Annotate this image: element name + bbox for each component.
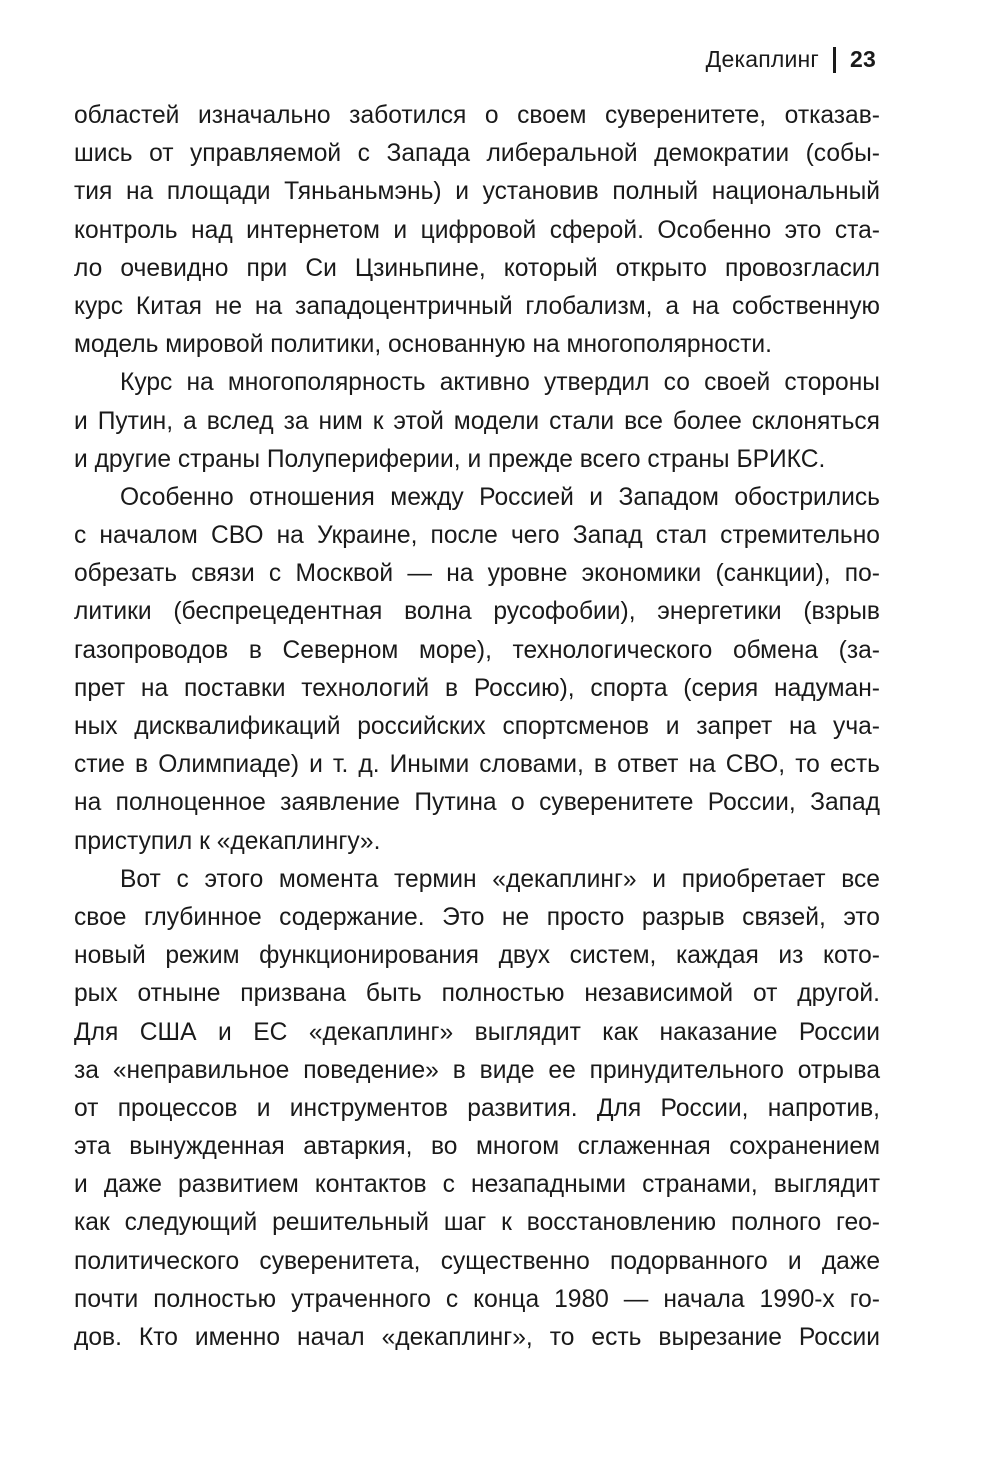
running-header (706, 46, 876, 73)
text-line: на полноценное заявление Путина о суверенитете России, Запад (74, 789, 880, 817)
text-line: Для США и ЕС «декаплинг» выглядит как наказание России (74, 1018, 880, 1046)
text-line: обрезать связи с Москвой — на уровне экономики (санкции), по- (74, 560, 880, 588)
text-line: Вот с этого момента термин «декаплинг» и приобретает все (120, 865, 880, 893)
text-line: ло очевидно при Си Цзиньпине, который открыто провозгласил (74, 254, 880, 282)
paragraph (74, 97, 880, 364)
text-line: шись от управляемой с Запада либеральной демократии (собы- (74, 140, 880, 168)
text-line: политического суверенитета, существенно подорванного и даже (74, 1247, 880, 1275)
text-line: ных дисквалификаций российских спортсменов и запрет на уча- (74, 713, 880, 740)
text-line: и другие страны Полупериферии, и прежде всего страны БРИКС. (74, 445, 826, 473)
text-line: приступил к «декаплингу». (74, 827, 381, 855)
text-line: с началом СВО на Украине, после чего Запад стал стремительно (74, 522, 880, 550)
text-line: областей изначально заботился о своем суверенитете, отказав- (74, 102, 880, 129)
text-line: курс Китая не на западоцентричный глобализм, а на собственную (74, 292, 880, 320)
text-line: дов. Кто именно начал «декаплинг», то есть вырезание России (74, 1324, 880, 1351)
text-line: свое глубинное содержание. Это не просто разрыв связей, это (74, 903, 880, 931)
text-line: и Путин, а вслед за ним к этой модели стали все более склоняться (74, 407, 880, 435)
text-line: за «неправильное поведение» в виде ее принудительного отрыва (74, 1056, 880, 1084)
text-line: рых отныне призвана быть полностью независимой от другой. (74, 980, 880, 1008)
text-line: литики (беспрецедентная волна русофобии), энергетики (взрыв (74, 598, 880, 626)
section-title: Декаплинг (705, 46, 820, 72)
text-line: модель мировой политики, основанную на многополярности. (74, 331, 773, 359)
text-line: тия на площади Тяньаньмэнь) и установив полный национальный (74, 178, 880, 206)
text-line: новый режим функционирования двух систем, каждая из кото- (74, 942, 880, 970)
text-line: Курс на многополярность активно утвердил со своей стороны (120, 369, 880, 397)
paragraph (74, 364, 880, 479)
header-separator (833, 47, 836, 73)
text-line: контроль над интернетом и цифровой сферой. Особенно это ста- (74, 216, 880, 244)
text-line: и даже развитием контактов с незападными странами, выглядит (74, 1171, 880, 1199)
text-line: почти полностью утраченного с конца 1980 — начала 1990-х го- (74, 1285, 880, 1313)
text-line: стие в Олимпиаде) и т. д. Иными словами, в ответ на СВО, то есть (74, 751, 880, 779)
page-number: 23 (850, 46, 876, 72)
paragraph (74, 861, 880, 1357)
text-line: Особенно отношения между Россией и Западом обострились (120, 483, 880, 511)
text-line: прет на поставки технологий в Россию), спорта (серия надуман- (74, 674, 880, 702)
paragraph (74, 479, 880, 861)
text-line: как следующий решительный шаг к восстановлению полного гео- (74, 1209, 880, 1237)
text-line: от процессов и инструментов развития. Для России, напротив, (74, 1094, 880, 1122)
text-line: газопроводов в Северном море), технологического обмена (за- (74, 636, 880, 664)
body-text (74, 97, 880, 1357)
text-line: эта вынужденная автаркия, во многом сглаженная сохранением (74, 1133, 880, 1161)
